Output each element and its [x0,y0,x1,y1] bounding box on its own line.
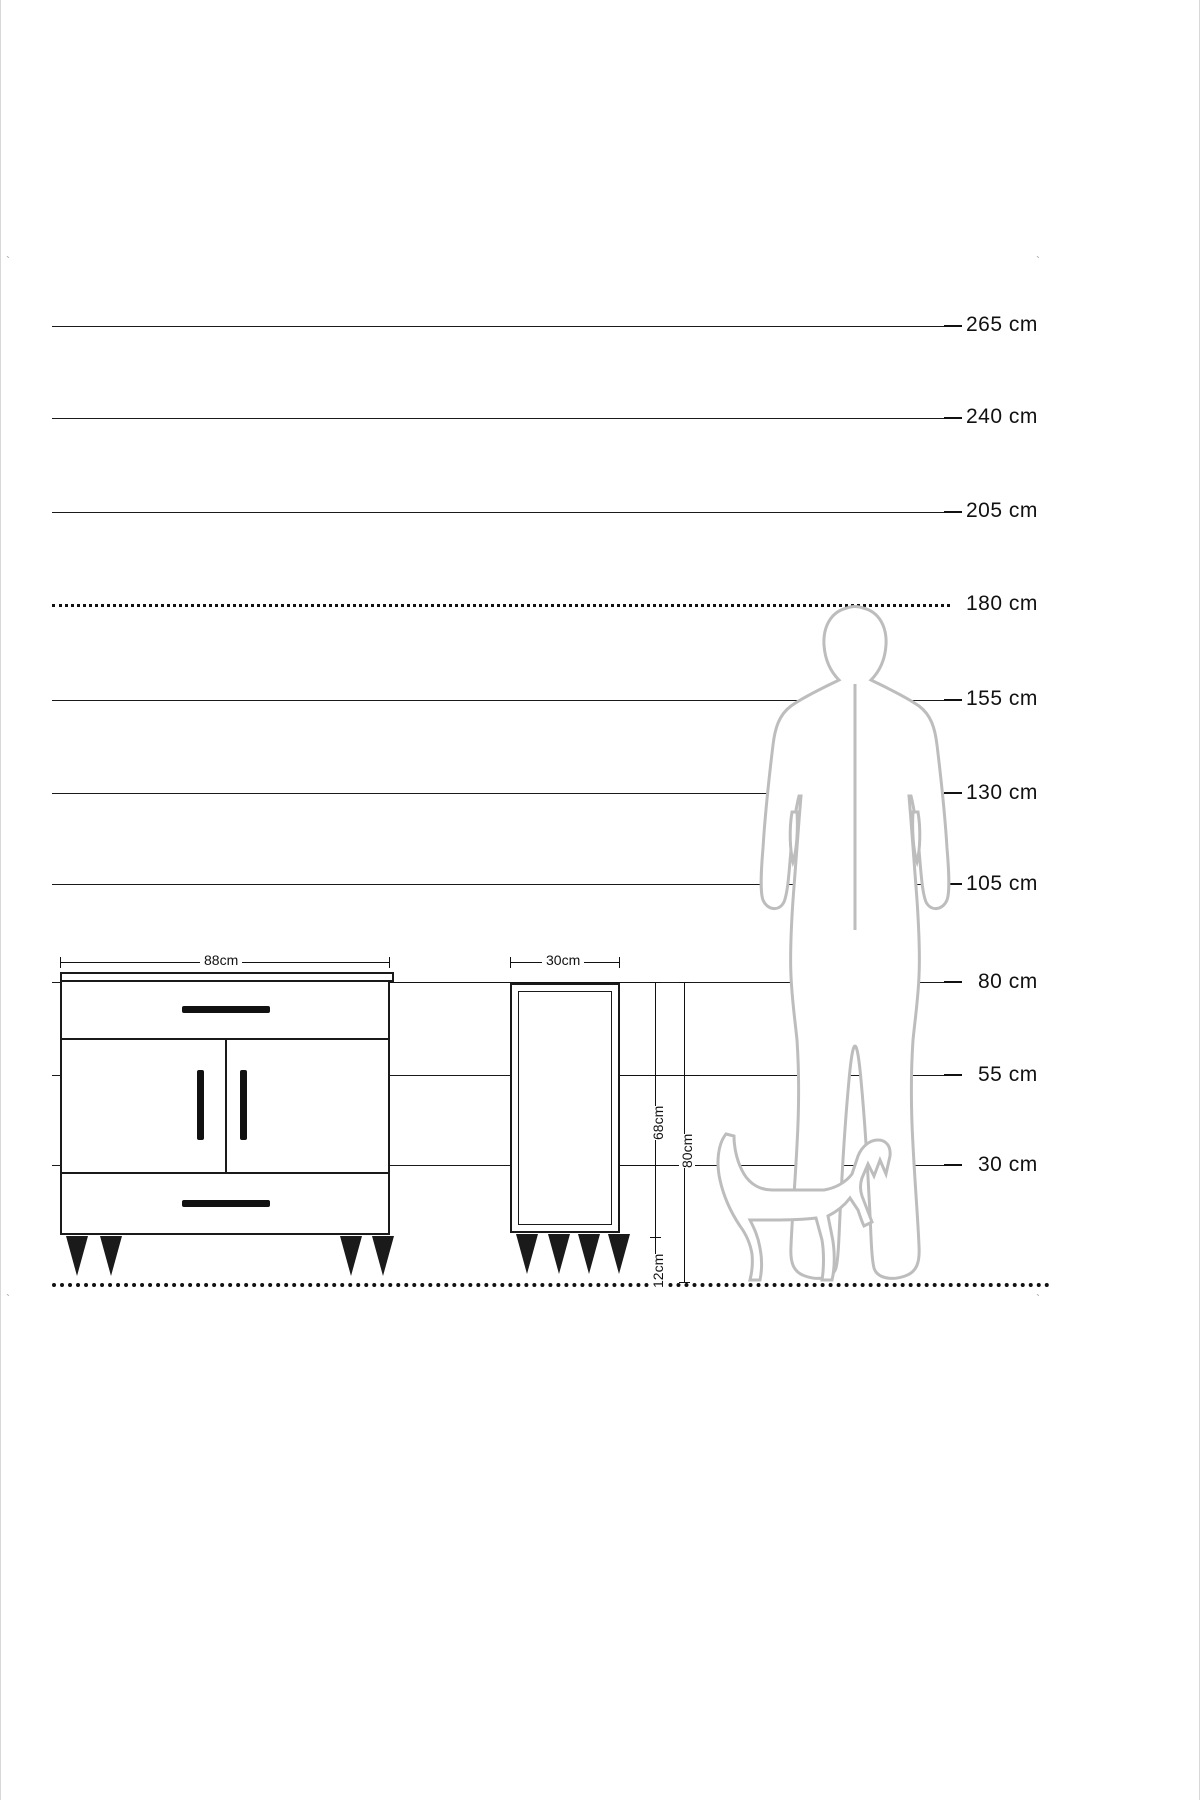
sideboard-leg-right [372,1236,394,1276]
drawer-handle-top[interactable] [182,1006,270,1013]
dim-label-total-height: 80cm [679,1133,695,1168]
cabinet-leg-right-inner [578,1234,600,1274]
level-label-240: 240 cm [966,405,1038,428]
cabinet-door-panel [518,991,612,1225]
door-handle-right[interactable] [240,1070,247,1140]
level-label-265: 265 cm [966,313,1038,336]
registration-mark-top-left: ` [6,254,10,268]
extension-line-top [390,982,640,983]
sideboard-door-split [225,1040,227,1174]
registration-mark-top-right: ` [1036,254,1040,268]
dim-label-sideboard-width: 88cm [200,952,242,968]
level-line-205 [52,512,950,513]
level-label-205: 205 cm [966,499,1038,522]
cabinet-leg-left [516,1234,538,1274]
cat-silhouette [712,1122,902,1287]
level-label-130: 130 cm [966,781,1038,804]
level-tick-205 [944,511,962,513]
cabinet-leg-right [608,1234,630,1274]
dim-cap-right-88 [389,957,390,968]
dim-line-total-height [684,982,685,1282]
dim-label-cabinet-height: 68cm [650,1105,666,1140]
drawer-handle-bottom[interactable] [182,1200,270,1207]
level-label-105: 105 cm [966,872,1038,895]
sideboard-leg-left [66,1236,88,1276]
sideboard-leg-left-inner [100,1236,122,1276]
sideboard-furniture[interactable] [60,980,390,1235]
cabinet-leg-left-inner [548,1234,570,1274]
extension-line-55 [620,1075,700,1076]
dim-cap-left-88 [60,957,61,968]
level-tick-265 [944,325,962,327]
sideboard-top-panel [60,972,394,982]
registration-mark-bottom-left: ` [6,1292,10,1306]
tall-cabinet-furniture[interactable] [510,983,620,1233]
registration-mark-bottom-right: ` [1036,1292,1040,1306]
door-handle-left[interactable] [197,1070,204,1140]
level-label-180: 180 cm [966,592,1038,615]
level-label-80: 80 cm [978,970,1038,993]
dim-label-cabinet-width: 30cm [542,952,584,968]
dim-cap-top-68 [650,982,661,983]
sideboard-leg-right-inner [340,1236,362,1276]
level-line-265 [52,326,950,327]
sideboard-top-drawer [62,982,388,1040]
dim-cap-top-80 [679,982,690,983]
dim-label-leg-height: 12cm [650,1253,666,1288]
dim-cap-right-30 [619,957,620,968]
level-label-155: 155 cm [966,687,1038,710]
dim-cap-top-12 [650,1237,661,1238]
level-tick-240 [944,417,962,419]
dim-cap-left-30 [510,957,511,968]
sideboard-bottom-drawer [62,1174,388,1235]
level-label-55: 55 cm [978,1063,1038,1086]
dim-cap-bottom-80 [679,1282,690,1283]
level-label-30: 30 cm [978,1153,1038,1176]
level-line-240 [52,418,950,419]
